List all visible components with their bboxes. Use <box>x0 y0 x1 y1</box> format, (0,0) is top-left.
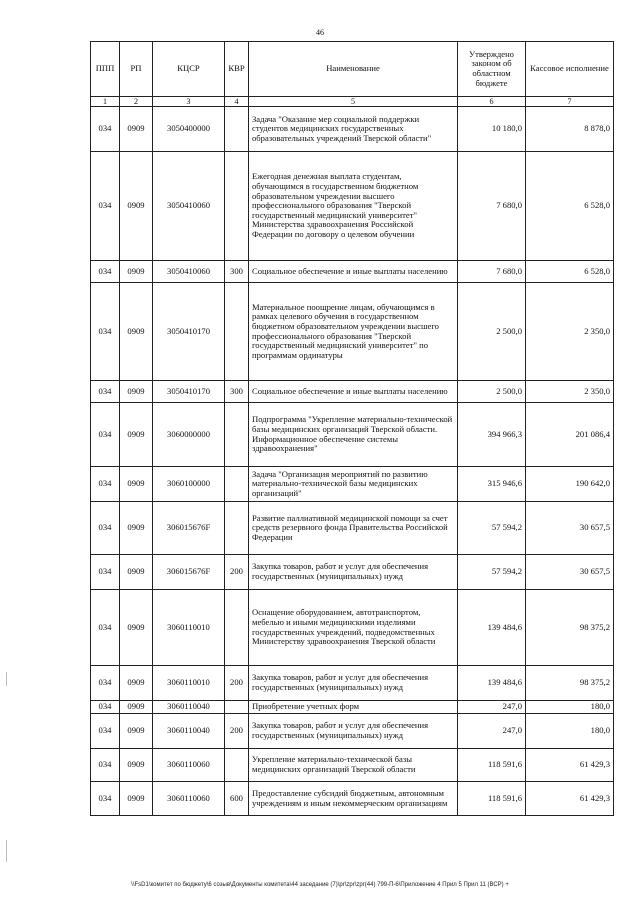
ppp-cell: 034 <box>91 381 120 403</box>
table-row <box>91 381 614 403</box>
approved-cell: 7 680,0 <box>458 261 526 283</box>
executed-cell: 98 375,2 <box>526 590 614 666</box>
header-name: Наименование <box>249 42 458 97</box>
column-number: 2 <box>120 97 153 107</box>
kcsr-cell: 3060110060 <box>153 782 225 816</box>
ppp-cell: 034 <box>91 403 120 467</box>
name-cell: Приобретение учетных форм <box>249 701 458 714</box>
kvr-cell <box>225 502 249 555</box>
name-cell: Развитие паллиативной медицинской помощи за счет средств резервного фонда Правительства Российской Федерации <box>249 502 458 555</box>
ppp-cell: 034 <box>91 701 120 714</box>
rp-cell: 0909 <box>120 555 153 590</box>
kvr-cell: 200 <box>225 714 249 749</box>
kvr-cell: 200 <box>225 555 249 590</box>
table-row <box>91 403 614 467</box>
kcsr-cell: 306015676F <box>153 502 225 555</box>
executed-cell: 61 429,3 <box>526 749 614 782</box>
approved-cell: 10 180,0 <box>458 107 526 152</box>
table-row <box>91 590 614 666</box>
kvr-cell <box>225 701 249 714</box>
kcsr-cell: 3060110010 <box>153 666 225 701</box>
rp-cell: 0909 <box>120 701 153 714</box>
header-kcsr: КЦСР <box>153 42 225 97</box>
name-cell: Задача "Организация мероприятий по развитию материально-технической базы медицинских организаций" <box>249 467 458 502</box>
kcsr-cell: 3060000000 <box>153 403 225 467</box>
kcsr-cell: 3060110040 <box>153 701 225 714</box>
name-cell: Закупка товаров, работ и услуг для обеспечения государственных (муниципальных) нужд <box>249 714 458 749</box>
ppp-cell: 034 <box>91 261 120 283</box>
name-cell: Социальное обеспечение и иные выплаты населению <box>249 381 458 403</box>
approved-cell: 247,0 <box>458 714 526 749</box>
column-number: 6 <box>458 97 526 107</box>
ppp-cell: 034 <box>91 590 120 666</box>
rp-cell: 0909 <box>120 261 153 283</box>
name-cell: Социальное обеспечение и иные выплаты населению <box>249 261 458 283</box>
scan-mark <box>6 672 7 686</box>
ppp-cell: 034 <box>91 283 120 381</box>
header-executed: Кассовое исполнение <box>526 42 614 97</box>
kvr-cell: 200 <box>225 666 249 701</box>
executed-cell: 30 657,5 <box>526 555 614 590</box>
name-cell: Подпрограмма "Укрепление материально-технической базы медицинских организаций Тверской области. Информационное обеспечение системы здравоохранения" <box>249 403 458 467</box>
rp-cell: 0909 <box>120 467 153 502</box>
kvr-cell <box>225 403 249 467</box>
name-cell: Закупка товаров, работ и услуг для обеспечения государственных (муниципальных) нужд <box>249 555 458 590</box>
table-row <box>91 714 614 749</box>
table-row <box>91 467 614 502</box>
ppp-cell: 034 <box>91 555 120 590</box>
table-row <box>91 152 614 261</box>
kcsr-cell: 3050410170 <box>153 381 225 403</box>
table-row <box>91 107 614 152</box>
approved-cell: 139 484,6 <box>458 666 526 701</box>
ppp-cell: 034 <box>91 782 120 816</box>
executed-cell: 201 086,4 <box>526 403 614 467</box>
kcsr-cell: 3060100000 <box>153 467 225 502</box>
name-cell: Предоставление субсидий бюджетным, автономным учреждениям и иным некоммерческим организациям <box>249 782 458 816</box>
approved-cell: 315 946,6 <box>458 467 526 502</box>
executed-cell: 30 657,5 <box>526 502 614 555</box>
executed-cell: 2 350,0 <box>526 283 614 381</box>
kvr-cell: 600 <box>225 782 249 816</box>
rp-cell: 0909 <box>120 666 153 701</box>
approved-cell: 247,0 <box>458 701 526 714</box>
approved-cell: 57 594,2 <box>458 555 526 590</box>
ppp-cell: 034 <box>91 502 120 555</box>
table-row <box>91 749 614 782</box>
kcsr-cell: 3050410060 <box>153 261 225 283</box>
name-cell: Закупка товаров, работ и услуг для обеспечения государственных (муниципальных) нужд <box>249 666 458 701</box>
rp-cell: 0909 <box>120 403 153 467</box>
table-body <box>91 107 614 816</box>
rp-cell: 0909 <box>120 714 153 749</box>
kcsr-cell: 3050410060 <box>153 152 225 261</box>
table-header-row <box>91 42 614 97</box>
rp-cell: 0909 <box>120 782 153 816</box>
table-row <box>91 782 614 816</box>
page-number: 46 <box>316 28 324 37</box>
approved-cell: 57 594,2 <box>458 502 526 555</box>
table-row <box>91 283 614 381</box>
kcsr-cell: 3060110010 <box>153 590 225 666</box>
kcsr-cell: 3060110040 <box>153 714 225 749</box>
executed-cell: 190 642,0 <box>526 467 614 502</box>
kvr-cell: 300 <box>225 381 249 403</box>
kcsr-cell: 3050400000 <box>153 107 225 152</box>
rp-cell: 0909 <box>120 152 153 261</box>
executed-cell: 61 429,3 <box>526 782 614 816</box>
column-number: 5 <box>249 97 458 107</box>
approved-cell: 2 500,0 <box>458 283 526 381</box>
name-cell: Укрепление материально-технической базы медицинских организаций Тверской области <box>249 749 458 782</box>
executed-cell: 98 375,2 <box>526 666 614 701</box>
scan-mark <box>6 840 7 862</box>
rp-cell: 0909 <box>120 749 153 782</box>
approved-cell: 2 500,0 <box>458 381 526 403</box>
rp-cell: 0909 <box>120 381 153 403</box>
column-number-row <box>91 97 614 107</box>
kcsr-cell: 3060110060 <box>153 749 225 782</box>
ppp-cell: 034 <box>91 714 120 749</box>
name-cell: Материальное поощрение лицам, обучающимся в рамках целевого обучения в государственном бюджетном образовательном учреждении высшего профессионального образования "Тверской государственный медицинский университет" по программам ординатуры <box>249 283 458 381</box>
kvr-cell <box>225 749 249 782</box>
header-approved: Утверждено законом об областном бюджете <box>458 42 526 97</box>
column-number: 7 <box>526 97 614 107</box>
executed-cell: 180,0 <box>526 714 614 749</box>
header-rp: РП <box>120 42 153 97</box>
rp-cell: 0909 <box>120 502 153 555</box>
executed-cell: 6 528,0 <box>526 261 614 283</box>
kvr-cell <box>225 283 249 381</box>
ppp-cell: 034 <box>91 467 120 502</box>
executed-cell: 6 528,0 <box>526 152 614 261</box>
kcsr-cell: 306015676F <box>153 555 225 590</box>
kvr-cell <box>225 152 249 261</box>
executed-cell: 180,0 <box>526 701 614 714</box>
rp-cell: 0909 <box>120 283 153 381</box>
approved-cell: 118 591,6 <box>458 782 526 816</box>
executed-cell: 2 350,0 <box>526 381 614 403</box>
ppp-cell: 034 <box>91 666 120 701</box>
file-path-footer: \\FsD1\комитет по бюджету\6 созыв\Документы комитета\44 заседание (7)\pr\zpr\zpr(44) 799-П-6\Приложение 4 Прил 5 Прил 11 (ВСР) + <box>131 882 509 888</box>
table-row <box>91 502 614 555</box>
name-cell: Задача "Оказание мер социальной поддержки студентов медицинских государственных образовательных учреждений Тверской области" <box>249 107 458 152</box>
column-number: 1 <box>91 97 120 107</box>
header-kvr: КВР <box>225 42 249 97</box>
table-row <box>91 701 614 714</box>
approved-cell: 7 680,0 <box>458 152 526 261</box>
approved-cell: 394 966,3 <box>458 403 526 467</box>
column-number: 3 <box>153 97 225 107</box>
ppp-cell: 034 <box>91 107 120 152</box>
table-row <box>91 555 614 590</box>
approved-cell: 139 484,6 <box>458 590 526 666</box>
kvr-cell: 300 <box>225 261 249 283</box>
table-row <box>91 261 614 283</box>
rp-cell: 0909 <box>120 590 153 666</box>
ppp-cell: 034 <box>91 152 120 261</box>
kvr-cell <box>225 107 249 152</box>
name-cell: Ежегодная денежная выплата студентам, обучающимся в государственном бюджетном образовательном учреждении высшего профессионального образования "Тверской государственный медицинский университет" Министерства здравоохранения Российской Федерации по договору о целевом обучении <box>249 152 458 261</box>
approved-cell: 118 591,6 <box>458 749 526 782</box>
kvr-cell <box>225 590 249 666</box>
kcsr-cell: 3050410170 <box>153 283 225 381</box>
name-cell: Оснащение оборудованием, автотранспортом, мебелью и иными медицинскими изделиями государственных учреждений, подведомственных Министерству здравоохранения Тверской области <box>249 590 458 666</box>
budget-table <box>90 41 614 816</box>
header-ppp: ППП <box>91 42 120 97</box>
kvr-cell <box>225 467 249 502</box>
rp-cell: 0909 <box>120 107 153 152</box>
executed-cell: 8 878,0 <box>526 107 614 152</box>
column-number: 4 <box>225 97 249 107</box>
ppp-cell: 034 <box>91 749 120 782</box>
table-row <box>91 666 614 701</box>
